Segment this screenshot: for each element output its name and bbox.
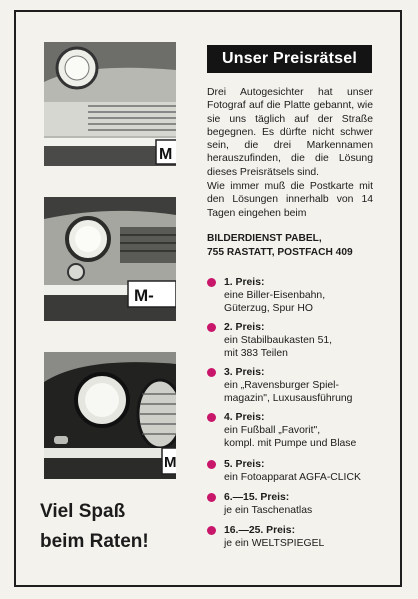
intro-text bbox=[207, 86, 373, 220]
prize-description: ein Stabilbaukasten 51, bbox=[224, 335, 333, 347]
slogan-line-2: beim Raten! bbox=[40, 531, 149, 552]
car-2-illustration bbox=[44, 197, 176, 321]
license-plate-1: M bbox=[159, 146, 173, 163]
prize-rank: 1. Preis: bbox=[224, 277, 265, 288]
prize-item-5 bbox=[207, 458, 382, 484]
prize-description: magazin", Luxusausführung bbox=[224, 393, 353, 405]
bullet-icon bbox=[207, 460, 216, 469]
prize-rank: 5. Preis: bbox=[224, 459, 265, 470]
mailing-address bbox=[207, 232, 377, 259]
car-photo-1 bbox=[44, 42, 176, 166]
license-plate-3: M bbox=[164, 454, 176, 471]
prize-description: ein Fotoapparat AGFA-CLICK bbox=[224, 472, 361, 484]
prize-item-3 bbox=[207, 366, 382, 406]
slogan bbox=[40, 497, 190, 557]
prize-item-2 bbox=[207, 321, 382, 361]
prize-rank: 2. Preis: bbox=[224, 322, 265, 333]
intro-paragraph-1: Drei Autogesichter hat unser Fotograf auf die Platte gebannt, wie sie uns täglich auf der Straße begegnen. Es dürfte nicht schwer sein, die drei Markennamen herauszufinden, die die Lösung dieses Preisrätsels sind. bbox=[207, 87, 373, 178]
car-photo-2 bbox=[44, 197, 176, 321]
bullet-icon bbox=[207, 493, 216, 502]
bullet-icon bbox=[207, 413, 216, 422]
slogan-line-1: Viel Spaß bbox=[40, 501, 126, 522]
bullet-icon bbox=[207, 368, 216, 377]
prize-description: eine Biller-Eisenbahn, bbox=[224, 290, 326, 302]
address-line-1: BILDERDIENST PABEL, bbox=[207, 233, 322, 244]
bullet-icon bbox=[207, 323, 216, 332]
prize-description: ein Fußball „Favorit", bbox=[224, 425, 321, 437]
puzzle-title: Unser Preisrätsel bbox=[207, 45, 372, 73]
bullet-icon bbox=[207, 526, 216, 535]
car-1-illustration bbox=[44, 42, 176, 166]
car-3-illustration bbox=[44, 352, 176, 479]
prize-rank: 4. Preis: bbox=[224, 412, 265, 423]
prize-rank: 3. Preis: bbox=[224, 367, 265, 378]
bullet-icon bbox=[207, 278, 216, 287]
prize-item-7 bbox=[207, 524, 382, 550]
prize-item-4 bbox=[207, 411, 382, 451]
intro-paragraph-2: Wie immer muß die Postkarte mit den Lösungen innerhalb von 14 Tagen eingehen beim bbox=[207, 181, 373, 219]
prize-rank: 16.—25. Preis: bbox=[224, 525, 296, 536]
prize-item-1 bbox=[207, 276, 382, 316]
prize-description: Güterzug, Spur HO bbox=[224, 303, 313, 315]
prize-description: mit 383 Teilen bbox=[224, 348, 288, 360]
license-plate-2: M- bbox=[134, 286, 154, 305]
address-line-2: 755 RASTATT, POSTFACH 409 bbox=[207, 246, 353, 258]
prize-description: kompl. mit Pumpe und Blase bbox=[224, 438, 357, 450]
prize-item-6 bbox=[207, 491, 382, 517]
prize-description: ein „Ravensburger Spiel- bbox=[224, 380, 339, 392]
prize-description: je ein WELTSPIEGEL bbox=[224, 538, 325, 550]
car-photo-3 bbox=[44, 352, 176, 479]
prize-description: je ein Taschenatlas bbox=[224, 505, 313, 517]
prize-rank: 6.—15. Preis: bbox=[224, 492, 290, 503]
